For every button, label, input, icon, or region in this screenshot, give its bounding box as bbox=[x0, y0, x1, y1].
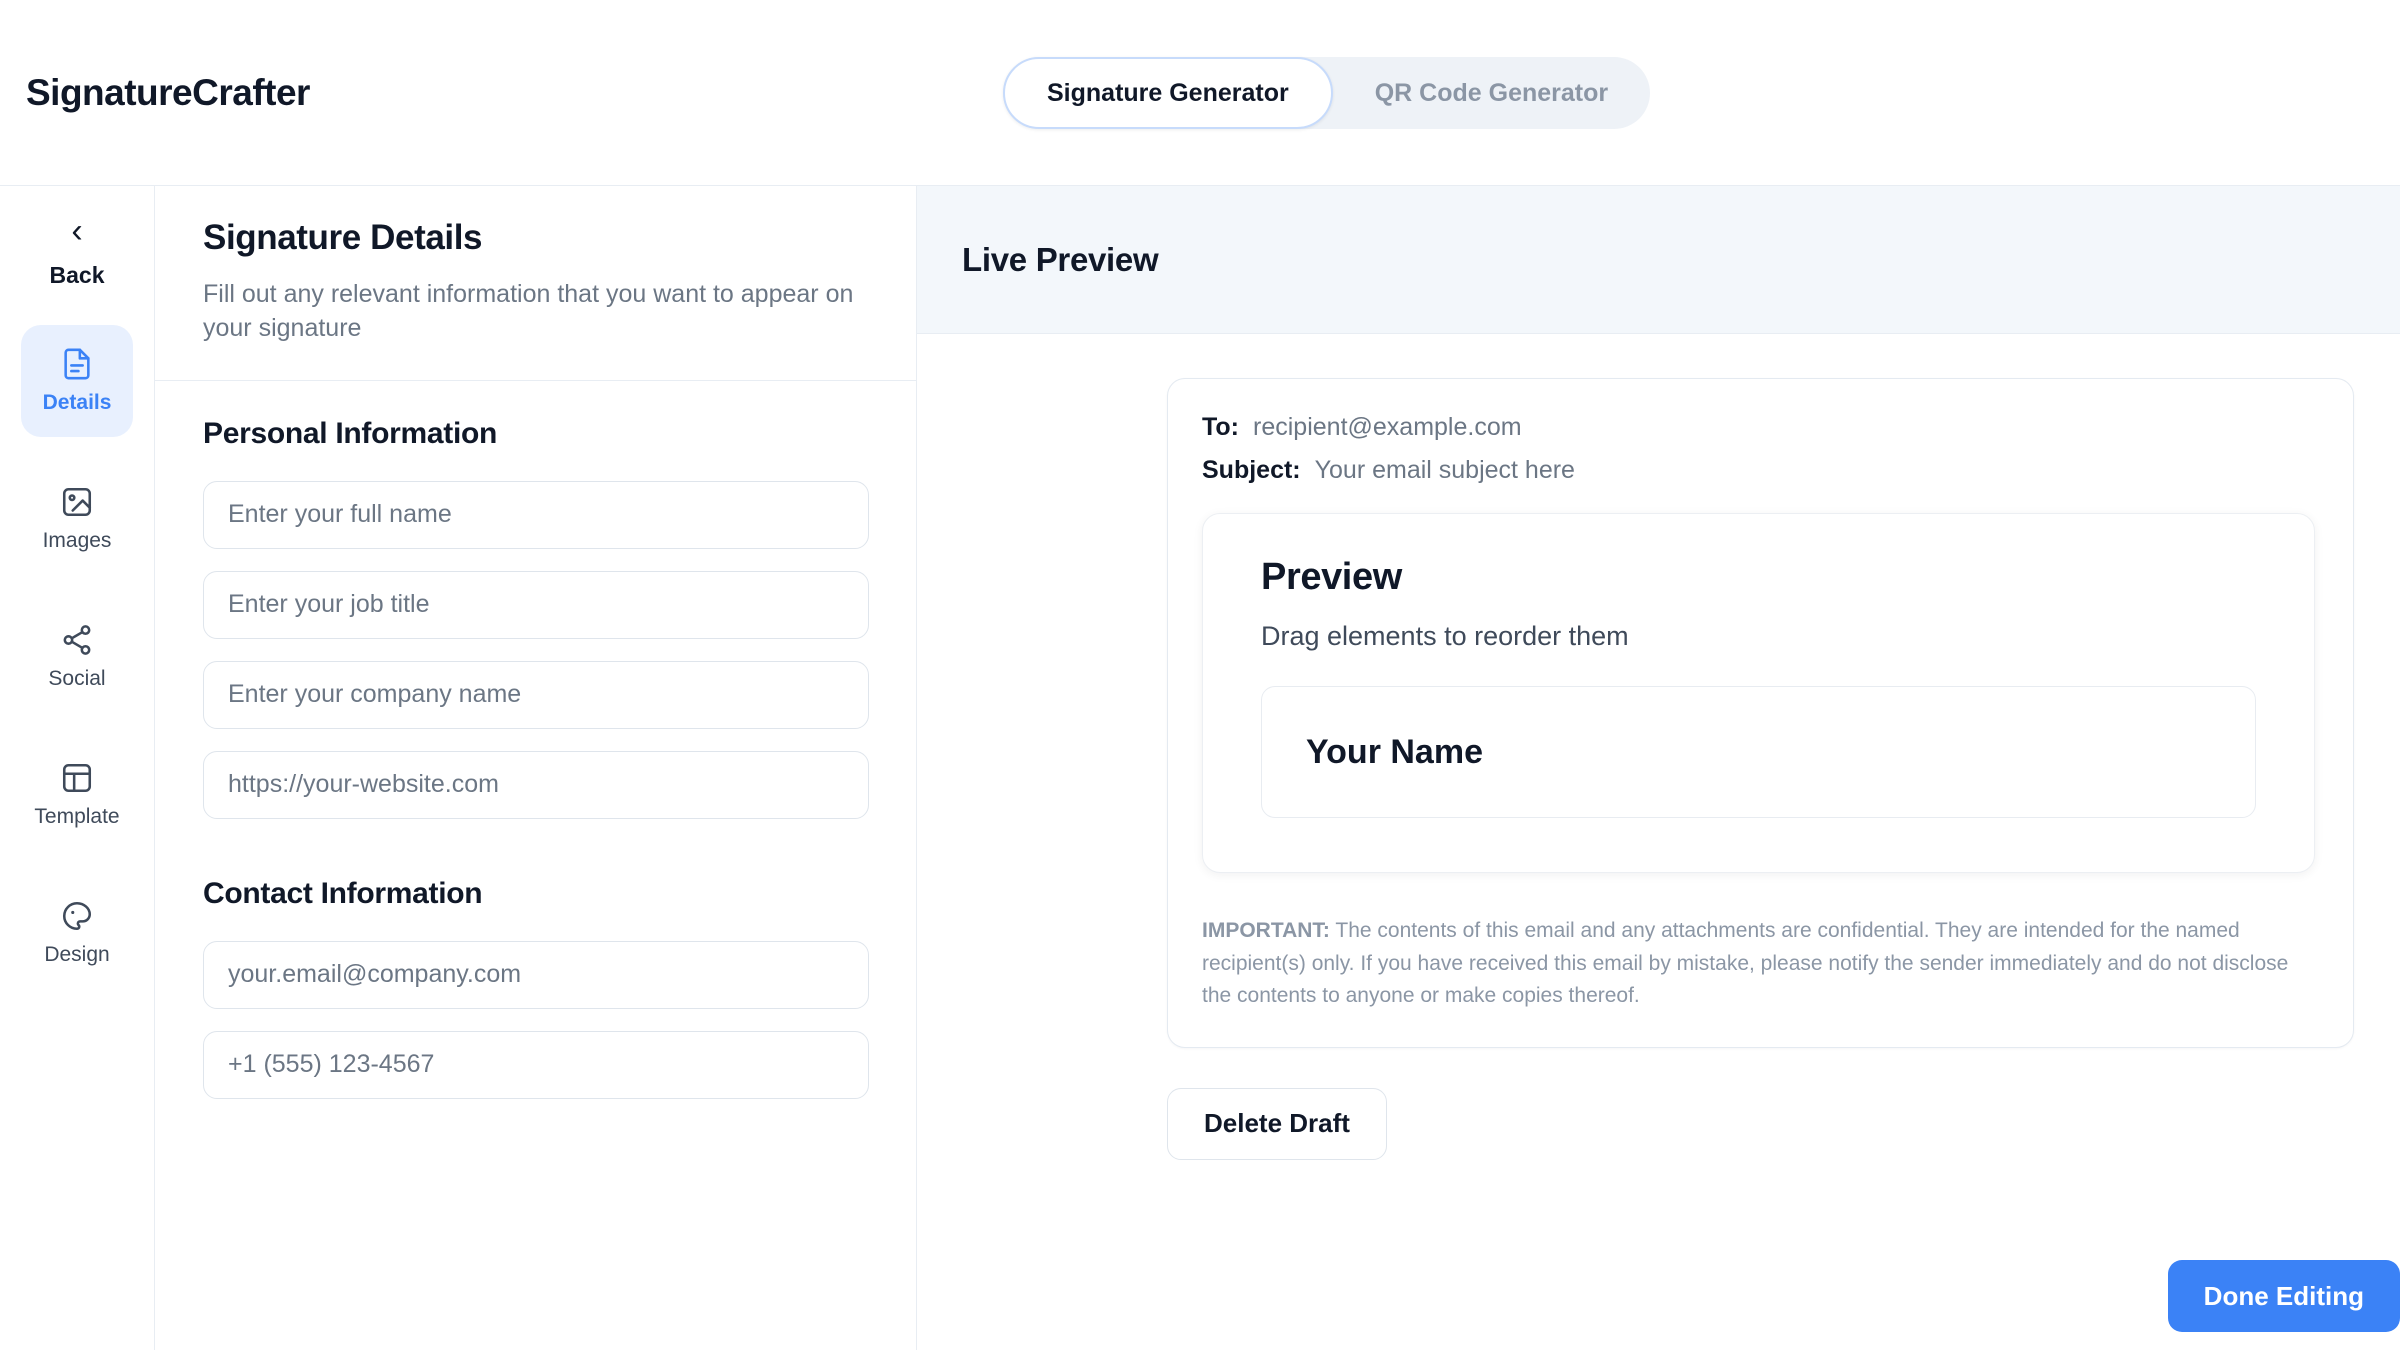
form-header bbox=[155, 186, 916, 381]
share-icon bbox=[60, 623, 94, 657]
document-icon bbox=[60, 347, 94, 381]
live-preview-title: Live Preview bbox=[962, 240, 1159, 278]
sidebar-item-label: Social bbox=[48, 667, 106, 690]
email-disclaimer bbox=[1202, 915, 2315, 1013]
chevron-left-icon: ‹ bbox=[71, 212, 83, 250]
sidebar-item-design[interactable] bbox=[21, 877, 133, 989]
app-brand: SignatureCrafter bbox=[26, 71, 310, 113]
app-header bbox=[0, 0, 2400, 186]
delete-draft-button[interactable]: Delete Draft bbox=[1167, 1088, 1387, 1160]
email-disclaimer-prefix: IMPORTANT: bbox=[1202, 919, 1330, 942]
email-preview-card bbox=[1167, 378, 2354, 1048]
section-contact-information bbox=[155, 877, 916, 1121]
done-editing-button[interactable]: Done Editing bbox=[2168, 1260, 2400, 1332]
section-personal-information bbox=[155, 417, 916, 841]
signature-details-panel bbox=[155, 186, 917, 1350]
sidebar-item-template[interactable] bbox=[21, 739, 133, 851]
sidebar-item-social[interactable] bbox=[21, 601, 133, 713]
section-title: Contact Information bbox=[203, 876, 483, 910]
section-title: Personal Information bbox=[203, 416, 498, 450]
preview-card-title: Preview bbox=[1261, 556, 1402, 598]
page-subtitle: Fill out any relevant information that you want to appear on your signature bbox=[203, 280, 854, 342]
email-disclaimer-text: The contents of this email and any attachments are confidential. They are intended for the named recipient(s) only. If you have received this email by mistake, please notify the sender immediately and do not disclose the contents to anyone or make copies thereof. bbox=[1202, 919, 2289, 1008]
sidebar-item-label: Template bbox=[34, 805, 120, 828]
email-subject-label: Subject: bbox=[1202, 456, 1301, 484]
email-input[interactable] bbox=[203, 941, 869, 1009]
company-name-input[interactable] bbox=[203, 661, 869, 729]
mode-switch bbox=[1003, 57, 1650, 129]
phone-input[interactable] bbox=[203, 1031, 869, 1099]
preview-card-subtitle: Drag elements to reorder them bbox=[1261, 621, 1629, 651]
tab-qr-code-generator[interactable]: QR Code Generator bbox=[1333, 57, 1650, 129]
app-body bbox=[0, 186, 2400, 1350]
job-title-input[interactable] bbox=[203, 571, 869, 639]
draggable-element-label: Your Name bbox=[1306, 732, 1483, 771]
live-preview-body bbox=[917, 334, 2400, 1350]
preview-actions bbox=[1167, 1088, 2354, 1160]
sidebar-item-label: Images bbox=[42, 529, 112, 552]
palette-icon bbox=[60, 899, 94, 933]
email-to-row bbox=[1202, 413, 2315, 442]
live-preview-header bbox=[917, 186, 2400, 334]
back-button[interactable] bbox=[50, 214, 105, 289]
website-input[interactable] bbox=[203, 751, 869, 819]
tab-signature-generator[interactable]: Signature Generator bbox=[1003, 57, 1333, 129]
sidebar-rail bbox=[0, 186, 155, 1350]
signature-preview-card bbox=[1202, 513, 2315, 873]
full-name-input[interactable] bbox=[203, 481, 869, 549]
sidebar-item-label: Details bbox=[42, 391, 112, 414]
email-to-label: To: bbox=[1202, 413, 1240, 441]
sidebar-item-label: Design bbox=[44, 943, 110, 966]
page-title: Signature Details bbox=[203, 218, 483, 257]
sidebar-item-details[interactable] bbox=[21, 325, 133, 437]
draggable-element-your-name[interactable] bbox=[1261, 686, 2256, 818]
email-to-value: recipient@example.com bbox=[1253, 413, 1522, 441]
back-label: Back bbox=[49, 262, 105, 288]
email-subject-row bbox=[1202, 456, 2315, 485]
live-preview-panel bbox=[917, 186, 2400, 1350]
image-icon bbox=[60, 485, 94, 519]
email-subject-value: Your email subject here bbox=[1314, 456, 1575, 484]
sidebar-item-images[interactable] bbox=[21, 463, 133, 575]
layout-icon bbox=[60, 761, 94, 795]
